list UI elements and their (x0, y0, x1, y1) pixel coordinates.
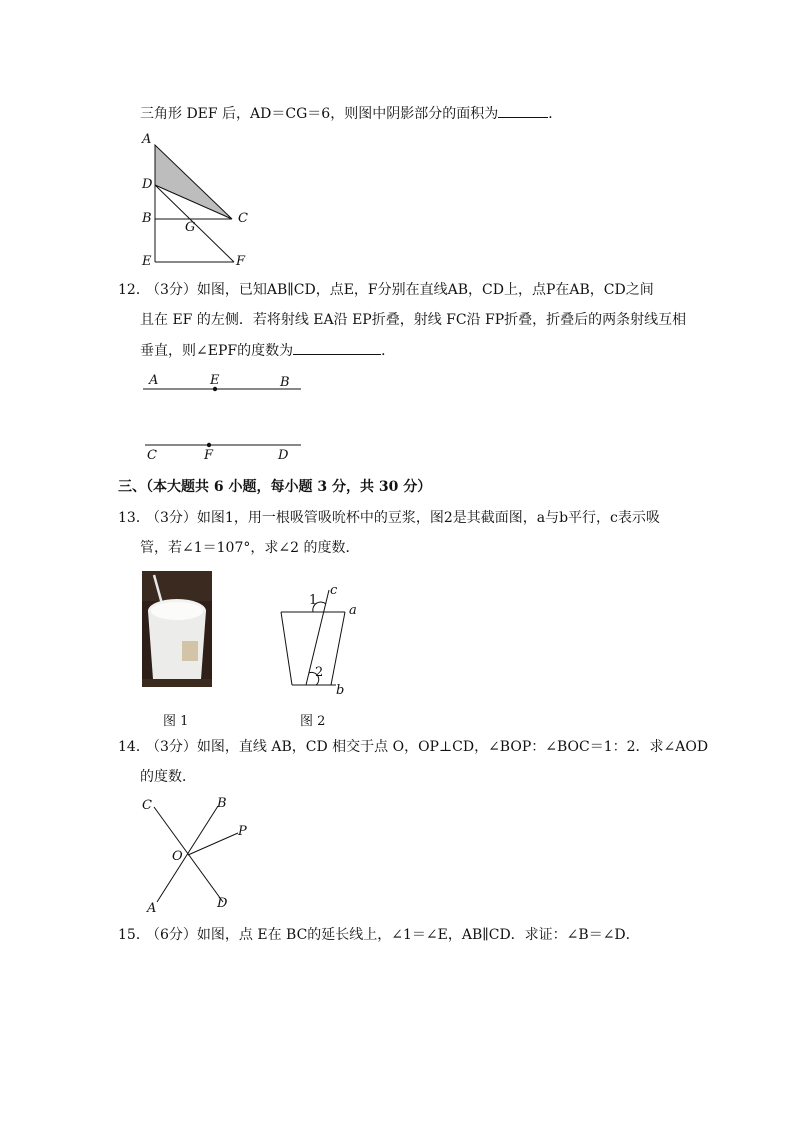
q14-line-2: 的度数． (140, 769, 196, 785)
label-p: P (238, 824, 247, 839)
label-f: F (204, 448, 214, 463)
label-f: F (236, 254, 246, 269)
q12-line-1: （3分）如图，已知AB∥CD，点E，F分别在直线AB，CD上，点P在AB，CD之间 (146, 282, 654, 298)
q14-line-1: （3分）如图，直线 AB，CD 相交于点 O，OP⊥CD，∠BOP：∠BOC＝1：2．求∠AOD (146, 739, 709, 755)
label-c: C (142, 798, 152, 813)
label-b: B (217, 796, 227, 811)
label-e: E (142, 254, 152, 269)
angle-2-label: 2 (315, 665, 324, 680)
q13-line-2: 管，若∠1＝107°，求∠2 的度数． (140, 540, 360, 556)
label-b: B (142, 211, 152, 226)
figure-2-caption: 图 2 (300, 714, 326, 729)
label-d: D (142, 177, 153, 192)
label-a: A (149, 373, 159, 388)
label-e: E (210, 373, 220, 388)
figure-1-caption: 图 1 (163, 714, 189, 729)
q12-line-2: 且在 EF 的左侧．若将射线 EA沿 EP折叠，射线 FC沿 FP折叠，折叠后的两条射线互相 (140, 312, 687, 328)
q11-text: 三角形 DEF 后，AD＝CG＝6，则图中阴影部分的面积为 (140, 106, 499, 122)
label-a: A (142, 132, 152, 147)
q13-number: 13． (118, 510, 150, 526)
angle-1-label: 1 (309, 593, 318, 608)
label-c: C (238, 211, 248, 226)
ray-op (188, 833, 238, 855)
label-o: O (172, 849, 183, 864)
label-d: D (278, 448, 289, 463)
section-title: 三、（本大题共 6 小题，每小题 3 分，共 30 分） (118, 479, 432, 495)
label-d: D (217, 896, 228, 911)
q15-line-1: （6分）如图，点 E在 BC的延长线上，∠1＝∠E，AB∥CD．求证：∠B＝∠D． (146, 927, 640, 943)
label-b: B (280, 375, 290, 390)
q14-number: 14． (118, 739, 150, 755)
q15-number: 15． (118, 927, 150, 943)
label-a: a (349, 603, 357, 618)
label-b: b (336, 683, 345, 698)
q11-period: ． (548, 106, 563, 122)
line-ab (157, 806, 218, 902)
q12-number: 12． (118, 282, 150, 298)
label-c: c (330, 583, 338, 598)
q13-line-1: （3分）如图1，用一根吸管吸吮杯中的豆浆，图2是其截面图，a与b平行，c表示吸 (146, 510, 660, 526)
label-g: G (185, 220, 196, 235)
label-a: A (147, 901, 157, 916)
q12-text: 垂直，则∠EPF的度数为 (140, 343, 294, 359)
q12-period: ． (381, 343, 396, 359)
label-c: C (147, 448, 157, 463)
